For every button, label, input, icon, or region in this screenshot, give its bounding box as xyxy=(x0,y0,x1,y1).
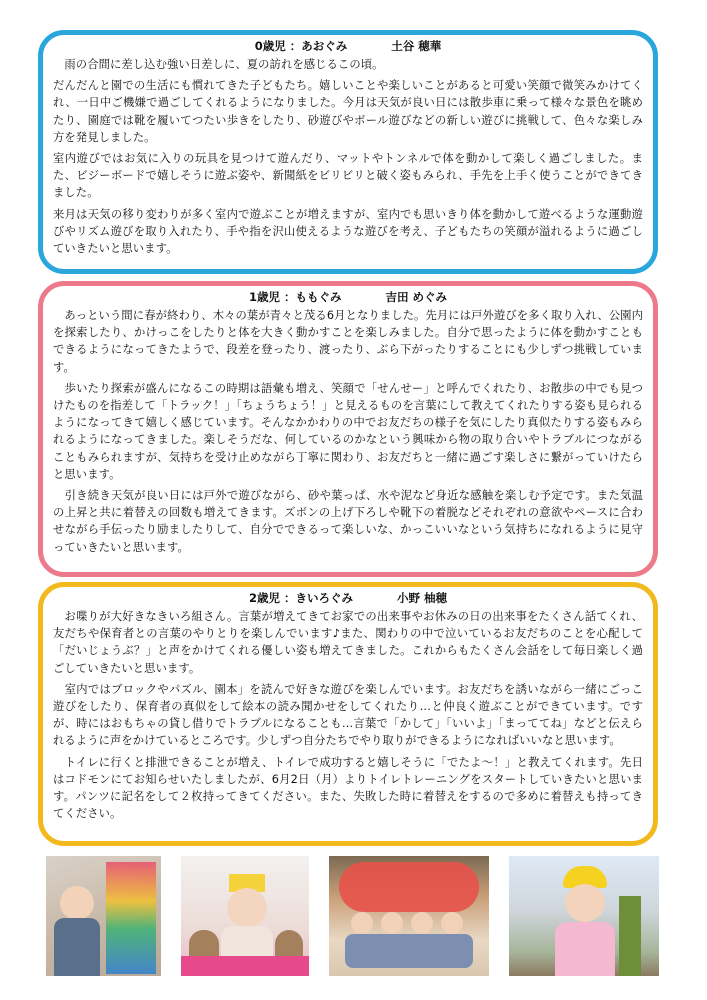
teacher-name: 吉田 めぐみ xyxy=(385,290,448,304)
section-header xyxy=(53,38,643,54)
paragraph: トイレに行くと排泄できることが増え、トイレで成功すると嬉しそうに「でたよ～！」と教えてくれます。先日はコドモンにてお知らせいたしましたが、6月2日（月）よりトイレトレーニングをスタートしていきたいと思います。パンツに記名をして２枚持ってきてください。また、失敗した時に着替えをするので多めに着替えも持ってきてください。 xyxy=(53,755,643,821)
section-header xyxy=(53,590,643,606)
paragraph: 雨の合間に差し込む強い日差しに、夏の訪れを感じるこの頃。 xyxy=(53,58,384,71)
section-1yr-momogumi xyxy=(38,281,658,577)
photo-child-with-teddy-bears xyxy=(181,856,309,976)
paragraph: あっという間に春が終わり、木々の葉が青々と茂る6月となりました。先月には戸外遊びを多く取り入れ、公園内を探索したり、かけっこをしたりと体を大きく動かすことを楽しみました。自分で思ったように体を動かすこともできるようになってきたようで、段差を登ったり、渡ったり、ぶら下がったりすることにも少しずつ挑戦しています。 xyxy=(53,309,643,374)
section-header xyxy=(53,289,643,305)
section-2yr-kiirogumi xyxy=(38,582,658,846)
teacher-name: 土谷 穂華 xyxy=(391,39,442,53)
teacher-name: 小野 柚穂 xyxy=(397,591,448,605)
section-0yr-aogumi xyxy=(38,30,658,274)
photo-child-outdoors-yellow-hat xyxy=(509,856,659,976)
paragraph: 室内ではブロックやパズル、園本」を読んで好きな遊びを楽しんでいます。お友だちを誘いながら一緒にごっこ遊びをしたり、保育者の真似をして絵本の読み聞かせをしてくれたり…と仲良く遊ぶことができています。ですが、時にはおもちゃの貸し借りでトラブルになることも…言葉で「かして」「いいよ」「まっててね」などと伝えられるように声をかけているところです。少しずつ自分たちでやり取りができるようになればいいなと思います。 xyxy=(53,682,643,748)
photo-class-group-with-carp-streamer xyxy=(329,856,489,976)
paragraph: 室内遊びではお気に入りの玩具を見つけて遊んだり、マットやトンネルで体を動かして楽しく過ごしました。また、ビジーボードで嬉しそうに遊ぶ姿や、新聞紙をビリビリと破く姿もみられ、手先を上手く使うことができてきました。 xyxy=(53,152,643,200)
photo-child-playing-with-board xyxy=(46,856,161,976)
paragraph: だんだんと園での生活にも慣れてきた子どもたち。嬉しいことや楽しいことがあると可愛い笑顔で微笑みかけてくれ、一日中ご機嫌で過ごしてくれるようになりました。今月は天気が良い日には散歩車に乗って様々な景色を眺めたり、園庭では靴を履いてつたい歩きをしたり、砂遊びやボール遊びなどの新しい遊びに挑戦して、色々な楽しみ方を発見しました。 xyxy=(53,79,643,144)
photo-strip xyxy=(46,856,660,976)
class-name: 2歳児 ：きいろぐみ xyxy=(248,591,353,605)
class-name: 1歳児 ：ももぐみ xyxy=(248,290,342,304)
class-name: 0歳児 ：あおぐみ xyxy=(254,39,348,53)
paragraph: 歩いたり探索が盛んになるこの時期は語彙も増え、笑顔で「せんせー」と呼んでくれたり、お散歩の中でも見つけたものを指差して「トラック！」「ちょうちょう！」と見えるものを言葉にして教えてくれたりする姿も見られるようになってきて嬉しく感じています。そんなかかわりの中でお友だちの様子を気にしたり真似たりする姿もみられるようになってきました。楽しそうだな、何しているのかなという興味から物の取り合いやトラブルにつながることもみられますが、気持ちを受け止めながら丁寧に関わり、お友だちと一緒に過ごす楽しさに繋がっていけたらと思います。 xyxy=(53,381,643,481)
paragraph: 来月は天気の移り変わりが多く室内で遊ぶことが増えますが、室内でも思いきり体を動かして遊べるような運動遊びやリズム遊びを取り入れたり、手や指を沢山使えるような遊びを考え、子どもたちの笑顔が溢れるように過ごしていきたいと思います。 xyxy=(53,207,643,256)
paragraph: お喋りが大好きなきいろ組さん。言葉が増えてきてお家での出来事やお休みの日の出来事をたくさん話てくれ、友だちや保育者との言葉のやりとりを楽しんでいます♪また、関わりの中で泣いているお友だちのことを心配して「だいじょうぶ？」と声をかけてくれる優しい姿も増えてきました。これからもたくさん会話をして毎日楽しく過ごしていきたいと思います。 xyxy=(53,610,643,675)
paragraph: 引き続き天気が良い日には戸外で遊びながら、砂や葉っぱ、水や泥など身近な感触を楽しむ予定です。また気温の上昇と共に着替えの回数も増えてきます。ズボンの上げ下ろしや靴下の着脱などそれぞれの意欲やペースに合わせながら手伝ったり励ましたりして、自分でできるって楽しいな、かっこいいなという気持ちになれるように見守っていきたいと思います。 xyxy=(53,489,643,554)
